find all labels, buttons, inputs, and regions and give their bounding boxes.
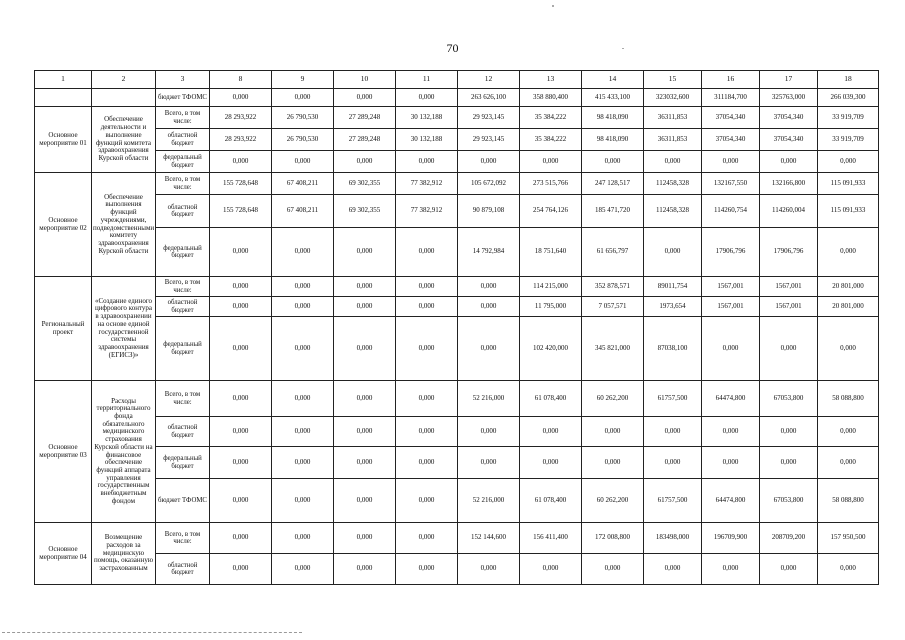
amount-cell: 0,000 bbox=[520, 417, 582, 447]
funding-source-cell: областной бюджет bbox=[156, 129, 210, 151]
amount-cell: 415 433,100 bbox=[582, 89, 644, 107]
amount-cell: 115 091,933 bbox=[818, 195, 879, 228]
amount-cell: 0,000 bbox=[644, 554, 702, 585]
amount-cell: 152 144,600 bbox=[458, 523, 520, 554]
amount-cell: 61 656,797 bbox=[582, 228, 644, 277]
amount-cell: 77 382,912 bbox=[396, 195, 458, 228]
event-name-cell: «Создание единого цифрового контура в здравоохранении на основе единой государственной системы здравоохранения (ЕГИСЗ)» bbox=[92, 277, 156, 381]
column-header: 14 bbox=[582, 71, 644, 89]
amount-cell: 0,000 bbox=[334, 228, 396, 277]
funding-source-cell: Всего, в том числе: bbox=[156, 107, 210, 129]
amount-cell: 37054,340 bbox=[702, 107, 760, 129]
amount-cell: 0,000 bbox=[210, 479, 272, 523]
amount-cell: 247 128,517 bbox=[582, 173, 644, 195]
amount-cell: 98 418,090 bbox=[582, 107, 644, 129]
amount-cell: 0,000 bbox=[458, 297, 520, 317]
scan-artifact-line bbox=[2, 632, 302, 634]
amount-cell: 17906,796 bbox=[760, 228, 818, 277]
table-row bbox=[35, 151, 879, 173]
amount-cell: 0,000 bbox=[334, 297, 396, 317]
amount-cell: 67053,800 bbox=[760, 479, 818, 523]
amount-cell: 0,000 bbox=[702, 151, 760, 173]
amount-cell: 0,000 bbox=[520, 447, 582, 479]
amount-cell: 30 132,188 bbox=[396, 129, 458, 151]
amount-cell: 311184,700 bbox=[702, 89, 760, 107]
amount-cell: 64474,800 bbox=[702, 479, 760, 523]
table-row bbox=[35, 447, 879, 479]
amount-cell: 0,000 bbox=[272, 228, 334, 277]
amount-cell: 28 293,922 bbox=[210, 129, 272, 151]
event-name-cell: Обеспечение выполнения функций учреждениями, подведомственными комитету здравоохранения Курской области bbox=[92, 173, 156, 277]
amount-cell: 36311,853 bbox=[644, 107, 702, 129]
amount-cell: 0,000 bbox=[272, 554, 334, 585]
funding-source-cell: Всего, в том числе: bbox=[156, 381, 210, 417]
amount-cell: 89011,754 bbox=[644, 277, 702, 297]
amount-cell: 112458,328 bbox=[644, 195, 702, 228]
amount-cell: 0,000 bbox=[210, 317, 272, 381]
amount-cell: 156 411,400 bbox=[520, 523, 582, 554]
table-row bbox=[35, 554, 879, 585]
funding-source-cell: бюджет ТФОМС bbox=[156, 479, 210, 523]
amount-cell: 0,000 bbox=[210, 277, 272, 297]
scan-speck bbox=[552, 5, 554, 7]
amount-cell: 27 289,248 bbox=[334, 129, 396, 151]
column-header: 16 bbox=[702, 71, 760, 89]
amount-cell: 67 408,211 bbox=[272, 173, 334, 195]
amount-cell: 11 795,000 bbox=[520, 297, 582, 317]
amount-cell: 26 790,530 bbox=[272, 129, 334, 151]
amount-cell: 69 302,355 bbox=[334, 195, 396, 228]
amount-cell: 0,000 bbox=[334, 317, 396, 381]
page-number: 70 bbox=[446, 41, 459, 55]
amount-cell: 208709,200 bbox=[760, 523, 818, 554]
amount-cell: 112458,328 bbox=[644, 173, 702, 195]
amount-cell: 98 418,090 bbox=[582, 129, 644, 151]
amount-cell: 90 879,108 bbox=[458, 195, 520, 228]
amount-cell: 1567,001 bbox=[760, 277, 818, 297]
amount-cell: 35 384,222 bbox=[520, 129, 582, 151]
amount-cell: 0,000 bbox=[396, 297, 458, 317]
amount-cell: 0,000 bbox=[760, 554, 818, 585]
table-row bbox=[35, 129, 879, 151]
amount-cell: 0,000 bbox=[396, 277, 458, 297]
amount-cell: 0,000 bbox=[272, 317, 334, 381]
amount-cell: 254 764,126 bbox=[520, 195, 582, 228]
amount-cell: 0,000 bbox=[582, 447, 644, 479]
amount-cell: 0,000 bbox=[334, 151, 396, 173]
table-body bbox=[35, 89, 879, 585]
amount-cell: 0,000 bbox=[396, 228, 458, 277]
amount-cell: 61 078,400 bbox=[520, 381, 582, 417]
amount-cell: 352 878,571 bbox=[582, 277, 644, 297]
amount-cell: 58 088,800 bbox=[818, 381, 879, 417]
amount-cell: 36311,853 bbox=[644, 129, 702, 151]
amount-cell: 185 471,720 bbox=[582, 195, 644, 228]
amount-cell: 0,000 bbox=[760, 417, 818, 447]
column-header: 2 bbox=[92, 71, 156, 89]
funding-source-cell: Всего, в том числе: bbox=[156, 523, 210, 554]
amount-cell: 0,000 bbox=[760, 317, 818, 381]
amount-cell: 0,000 bbox=[818, 417, 879, 447]
amount-cell: 0,000 bbox=[334, 277, 396, 297]
amount-cell: 0,000 bbox=[818, 554, 879, 585]
amount-cell: 18 751,640 bbox=[520, 228, 582, 277]
table-row bbox=[35, 381, 879, 417]
amount-cell: 183498,000 bbox=[644, 523, 702, 554]
amount-cell: 0,000 bbox=[644, 151, 702, 173]
amount-cell: 0,000 bbox=[334, 554, 396, 585]
funding-source-cell: федеральный бюджет bbox=[156, 151, 210, 173]
amount-cell: 60 262,200 bbox=[582, 479, 644, 523]
amount-cell: 0,000 bbox=[458, 277, 520, 297]
column-header: 17 bbox=[760, 71, 818, 89]
amount-cell: 0,000 bbox=[818, 447, 879, 479]
amount-cell: 157 950,500 bbox=[818, 523, 879, 554]
amount-cell: 0,000 bbox=[818, 317, 879, 381]
event-code-cell: Региональный проект bbox=[35, 277, 92, 381]
amount-cell: 325763,000 bbox=[760, 89, 818, 107]
amount-cell: 0,000 bbox=[272, 381, 334, 417]
column-header: 15 bbox=[644, 71, 702, 89]
amount-cell: 52 216,000 bbox=[458, 381, 520, 417]
amount-cell: 37054,340 bbox=[760, 129, 818, 151]
amount-cell: 0,000 bbox=[210, 297, 272, 317]
amount-cell: 20 801,000 bbox=[818, 277, 879, 297]
amount-cell: 155 728,648 bbox=[210, 173, 272, 195]
amount-cell: 0,000 bbox=[458, 447, 520, 479]
amount-cell: 273 515,766 bbox=[520, 173, 582, 195]
amount-cell: 0,000 bbox=[272, 417, 334, 447]
amount-cell: 0,000 bbox=[272, 277, 334, 297]
amount-cell: 29 923,145 bbox=[458, 129, 520, 151]
amount-cell: 0,000 bbox=[210, 89, 272, 107]
amount-cell: 0,000 bbox=[582, 554, 644, 585]
amount-cell: 33 919,709 bbox=[818, 107, 879, 129]
table-row bbox=[35, 195, 879, 228]
event-code-cell: Основное мероприятие 02 bbox=[35, 173, 92, 277]
amount-cell: 0,000 bbox=[396, 381, 458, 417]
funding-source-cell: областной бюджет bbox=[156, 297, 210, 317]
amount-cell: 60 262,200 bbox=[582, 381, 644, 417]
amount-cell: 0,000 bbox=[760, 447, 818, 479]
amount-cell: 0,000 bbox=[702, 417, 760, 447]
amount-cell: 35 384,222 bbox=[520, 107, 582, 129]
amount-cell: 263 626,100 bbox=[458, 89, 520, 107]
amount-cell: 0,000 bbox=[644, 447, 702, 479]
table-row bbox=[35, 523, 879, 554]
budget-table bbox=[34, 70, 879, 585]
amount-cell: 102 420,000 bbox=[520, 317, 582, 381]
amount-cell: 20 801,000 bbox=[818, 297, 879, 317]
amount-cell: 323032,600 bbox=[644, 89, 702, 107]
amount-cell: 0,000 bbox=[396, 447, 458, 479]
header-row bbox=[35, 71, 879, 89]
column-header: 9 bbox=[272, 71, 334, 89]
amount-cell: 0,000 bbox=[520, 151, 582, 173]
table-row bbox=[35, 317, 879, 381]
funding-source-cell: бюджет ТФОМС bbox=[156, 89, 210, 107]
amount-cell: 37054,340 bbox=[702, 129, 760, 151]
amount-cell: 0,000 bbox=[334, 417, 396, 447]
event-name-cell: Расходы территориального фонда обязательного медицинского страхования Курской области на финансовое обеспечение функций аппарата управления государственным внебюджетным фондом bbox=[92, 381, 156, 523]
amount-cell: 64474,800 bbox=[702, 381, 760, 417]
table-row bbox=[35, 297, 879, 317]
amount-cell: 77 382,912 bbox=[396, 173, 458, 195]
amount-cell: 0,000 bbox=[702, 317, 760, 381]
column-header: 13 bbox=[520, 71, 582, 89]
funding-source-cell: областной бюджет bbox=[156, 554, 210, 585]
amount-cell: 0,000 bbox=[396, 554, 458, 585]
amount-cell: 0,000 bbox=[210, 228, 272, 277]
amount-cell: 0,000 bbox=[644, 228, 702, 277]
amount-cell: 0,000 bbox=[582, 417, 644, 447]
event-code-cell bbox=[35, 89, 92, 107]
amount-cell: 0,000 bbox=[272, 523, 334, 554]
amount-cell: 29 923,145 bbox=[458, 107, 520, 129]
amount-cell: 0,000 bbox=[396, 317, 458, 381]
amount-cell: 114 215,000 bbox=[520, 277, 582, 297]
amount-cell: 0,000 bbox=[396, 89, 458, 107]
amount-cell: 0,000 bbox=[272, 447, 334, 479]
amount-cell: 1973,654 bbox=[644, 297, 702, 317]
column-header: 10 bbox=[334, 71, 396, 89]
amount-cell: 0,000 bbox=[396, 417, 458, 447]
amount-cell: 1567,001 bbox=[702, 297, 760, 317]
amount-cell: 0,000 bbox=[458, 317, 520, 381]
amount-cell: 172 008,800 bbox=[582, 523, 644, 554]
amount-cell: 37054,340 bbox=[760, 107, 818, 129]
amount-cell: 0,000 bbox=[818, 228, 879, 277]
amount-cell: 26 790,530 bbox=[272, 107, 334, 129]
amount-cell: 0,000 bbox=[334, 89, 396, 107]
amount-cell: 0,000 bbox=[272, 89, 334, 107]
amount-cell: 0,000 bbox=[334, 447, 396, 479]
amount-cell: 155 728,648 bbox=[210, 195, 272, 228]
column-header: 18 bbox=[818, 71, 879, 89]
amount-cell: 0,000 bbox=[760, 151, 818, 173]
amount-cell: 27 289,248 bbox=[334, 107, 396, 129]
amount-cell: 0,000 bbox=[702, 554, 760, 585]
event-name-cell: Обеспечение деятельности и выполнение функций комитета здравоохранения Курской области bbox=[92, 107, 156, 173]
amount-cell: 0,000 bbox=[520, 554, 582, 585]
amount-cell: 0,000 bbox=[210, 151, 272, 173]
funding-source-cell: областной бюджет bbox=[156, 195, 210, 228]
amount-cell: 0,000 bbox=[210, 523, 272, 554]
amount-cell: 0,000 bbox=[458, 417, 520, 447]
table-row bbox=[35, 107, 879, 129]
amount-cell: 0,000 bbox=[582, 151, 644, 173]
amount-cell: 132167,550 bbox=[702, 173, 760, 195]
amount-cell: 266 039,300 bbox=[818, 89, 879, 107]
amount-cell: 0,000 bbox=[396, 151, 458, 173]
amount-cell: 0,000 bbox=[210, 417, 272, 447]
amount-cell: 0,000 bbox=[396, 523, 458, 554]
amount-cell: 17906,796 bbox=[702, 228, 760, 277]
amount-cell: 67053,800 bbox=[760, 381, 818, 417]
amount-cell: 345 821,000 bbox=[582, 317, 644, 381]
amount-cell: 67 408,211 bbox=[272, 195, 334, 228]
table-row bbox=[35, 89, 879, 107]
funding-source-cell: федеральный бюджет bbox=[156, 447, 210, 479]
funding-source-cell: областной бюджет bbox=[156, 417, 210, 447]
amount-cell: 61 078,400 bbox=[520, 479, 582, 523]
amount-cell: 115 091,933 bbox=[818, 173, 879, 195]
amount-cell: 114260,004 bbox=[760, 195, 818, 228]
amount-cell: 114260,754 bbox=[702, 195, 760, 228]
event-name-cell bbox=[92, 89, 156, 107]
amount-cell: 0,000 bbox=[458, 554, 520, 585]
amount-cell: 1567,001 bbox=[760, 297, 818, 317]
event-code-cell: Основное мероприятие 03 bbox=[35, 381, 92, 523]
amount-cell: 0,000 bbox=[644, 417, 702, 447]
amount-cell: 0,000 bbox=[396, 479, 458, 523]
table-row bbox=[35, 173, 879, 195]
event-name-cell: Возмещение расходов за медицинскую помощь, оказанную застрахованным bbox=[92, 523, 156, 585]
amount-cell: 0,000 bbox=[702, 447, 760, 479]
amount-cell: 14 792,984 bbox=[458, 228, 520, 277]
funding-source-cell: Всего, в том числе: bbox=[156, 277, 210, 297]
amount-cell: 358 880,400 bbox=[520, 89, 582, 107]
amount-cell: 87038,100 bbox=[644, 317, 702, 381]
amount-cell: 69 302,355 bbox=[334, 173, 396, 195]
amount-cell: 0,000 bbox=[272, 151, 334, 173]
funding-source-cell: федеральный бюджет bbox=[156, 228, 210, 277]
amount-cell: 0,000 bbox=[272, 479, 334, 523]
table-row bbox=[35, 277, 879, 297]
event-code-cell: Основное мероприятие 01 bbox=[35, 107, 92, 173]
amount-cell: 132166,800 bbox=[760, 173, 818, 195]
column-header: 3 bbox=[156, 71, 210, 89]
amount-cell: 61757,500 bbox=[644, 381, 702, 417]
amount-cell: 0,000 bbox=[818, 151, 879, 173]
amount-cell: 33 919,709 bbox=[818, 129, 879, 151]
funding-source-cell: федеральный бюджет bbox=[156, 317, 210, 381]
column-header: 8 bbox=[210, 71, 272, 89]
amount-cell: 0,000 bbox=[210, 447, 272, 479]
amount-cell: 7 057,571 bbox=[582, 297, 644, 317]
amount-cell: 30 132,188 bbox=[396, 107, 458, 129]
amount-cell: 196709,900 bbox=[702, 523, 760, 554]
column-header: 12 bbox=[458, 71, 520, 89]
amount-cell: 0,000 bbox=[458, 151, 520, 173]
amount-cell: 28 293,922 bbox=[210, 107, 272, 129]
column-header: 1 bbox=[35, 71, 92, 89]
column-header: 11 bbox=[396, 71, 458, 89]
amount-cell: 0,000 bbox=[334, 381, 396, 417]
amount-cell: 52 216,000 bbox=[458, 479, 520, 523]
amount-cell: 0,000 bbox=[334, 479, 396, 523]
table-row bbox=[35, 417, 879, 447]
amount-cell: 0,000 bbox=[210, 381, 272, 417]
funding-source-cell: Всего, в том числе: bbox=[156, 173, 210, 195]
amount-cell: 0,000 bbox=[210, 554, 272, 585]
amount-cell: 58 088,800 bbox=[818, 479, 879, 523]
event-code-cell: Основное мероприятие 04 bbox=[35, 523, 92, 585]
table-row bbox=[35, 228, 879, 277]
amount-cell: 0,000 bbox=[272, 297, 334, 317]
amount-cell: 0,000 bbox=[334, 523, 396, 554]
amount-cell: 61757,500 bbox=[644, 479, 702, 523]
table-row bbox=[35, 479, 879, 523]
amount-cell: 105 672,092 bbox=[458, 173, 520, 195]
amount-cell: 1567,001 bbox=[702, 277, 760, 297]
